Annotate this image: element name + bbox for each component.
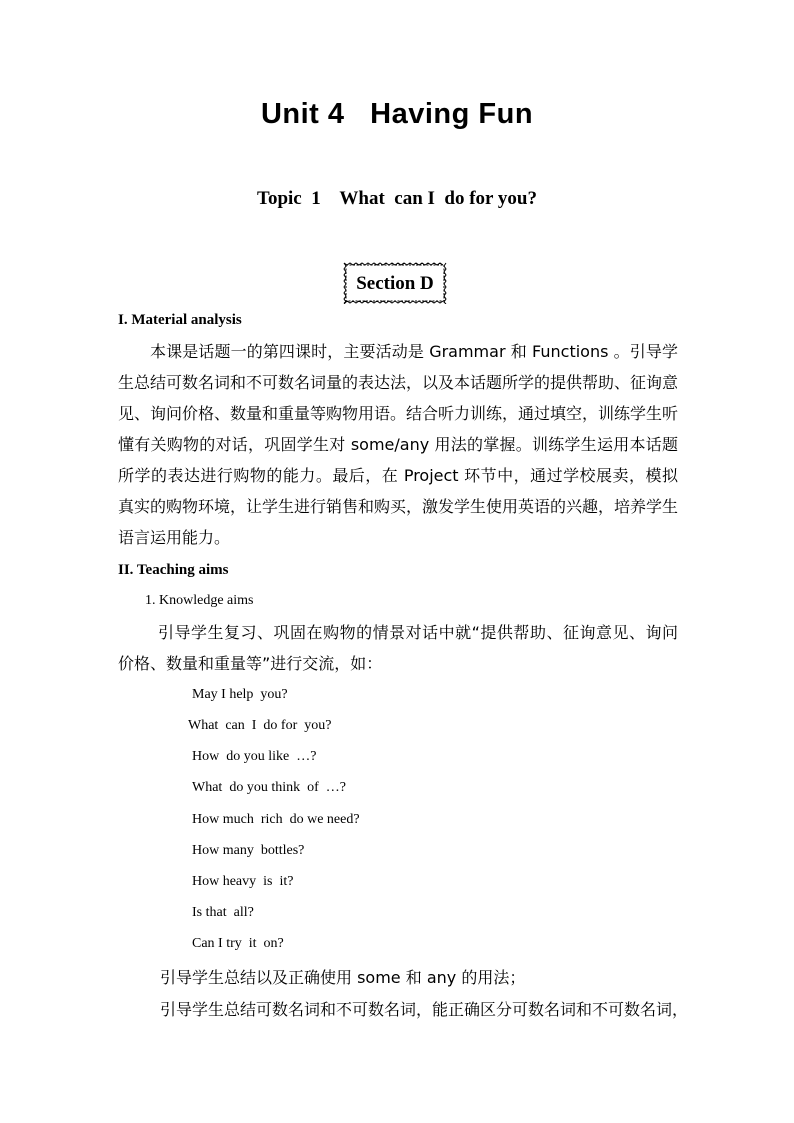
material-analysis-paragraph: 本课是话题一的第四课时，主要活动是 Grammar 和 Functions 。引导学生总结可数名词和不可数名词量的表达法，以及本话题所学的提供帮助、征询意见、询问价格、数量和重量等购物用语。结合听力训练，通过填空，训练学生听懂有关购物的对话，巩固学生对 some/any 用法的掌握。训练学生运用本话题所学的表达进行购物的能力。最后，在 Project 环节中，通过学校展卖，模拟真实的购物环境，让学生进行销售和购买，激发学生使用英语的兴趣，培养学生语言运用能力。 bbox=[118, 342, 679, 547]
example-sentence: Can I try it on? bbox=[192, 936, 284, 951]
example-sentence: How many bottles? bbox=[192, 843, 305, 858]
unit-title: Unit 4 Having Fun bbox=[260, 98, 534, 130]
knowledge-aims-heading: 1. Knowledge aims bbox=[145, 593, 254, 608]
example-sentence: What do you think of …? bbox=[192, 780, 346, 795]
example-sentence: How heavy is it? bbox=[192, 874, 294, 889]
countable-nouns-line: 引导学生总结可数名词和不可数名词，能正确区分可数名词和不可数名词， bbox=[160, 1000, 689, 1019]
example-sentence: May I help you? bbox=[192, 687, 288, 702]
section-label: Section D bbox=[356, 273, 434, 294]
example-sentence: How much rich do we need? bbox=[192, 812, 360, 827]
material-analysis-heading: I. Material analysis bbox=[118, 312, 242, 328]
some-any-usage-line: 引导学生总结以及正确使用 some 和 any 的用法； bbox=[160, 968, 526, 987]
knowledge-aims-paragraph: 引导学生复习、巩固在购物的情景对话中就“提供帮助、征询意见、询问价格、数量和重量等”进行交流，如： bbox=[118, 623, 678, 673]
example-sentence: What can I do for you? bbox=[188, 718, 332, 733]
topic-title: Topic 1 What can I do for you? bbox=[257, 188, 537, 209]
teaching-aims-heading: II. Teaching aims bbox=[118, 562, 229, 578]
example-sentence: Is that all? bbox=[192, 905, 254, 920]
example-sentence: How do you like …? bbox=[192, 749, 317, 764]
section-badge bbox=[343, 262, 447, 304]
